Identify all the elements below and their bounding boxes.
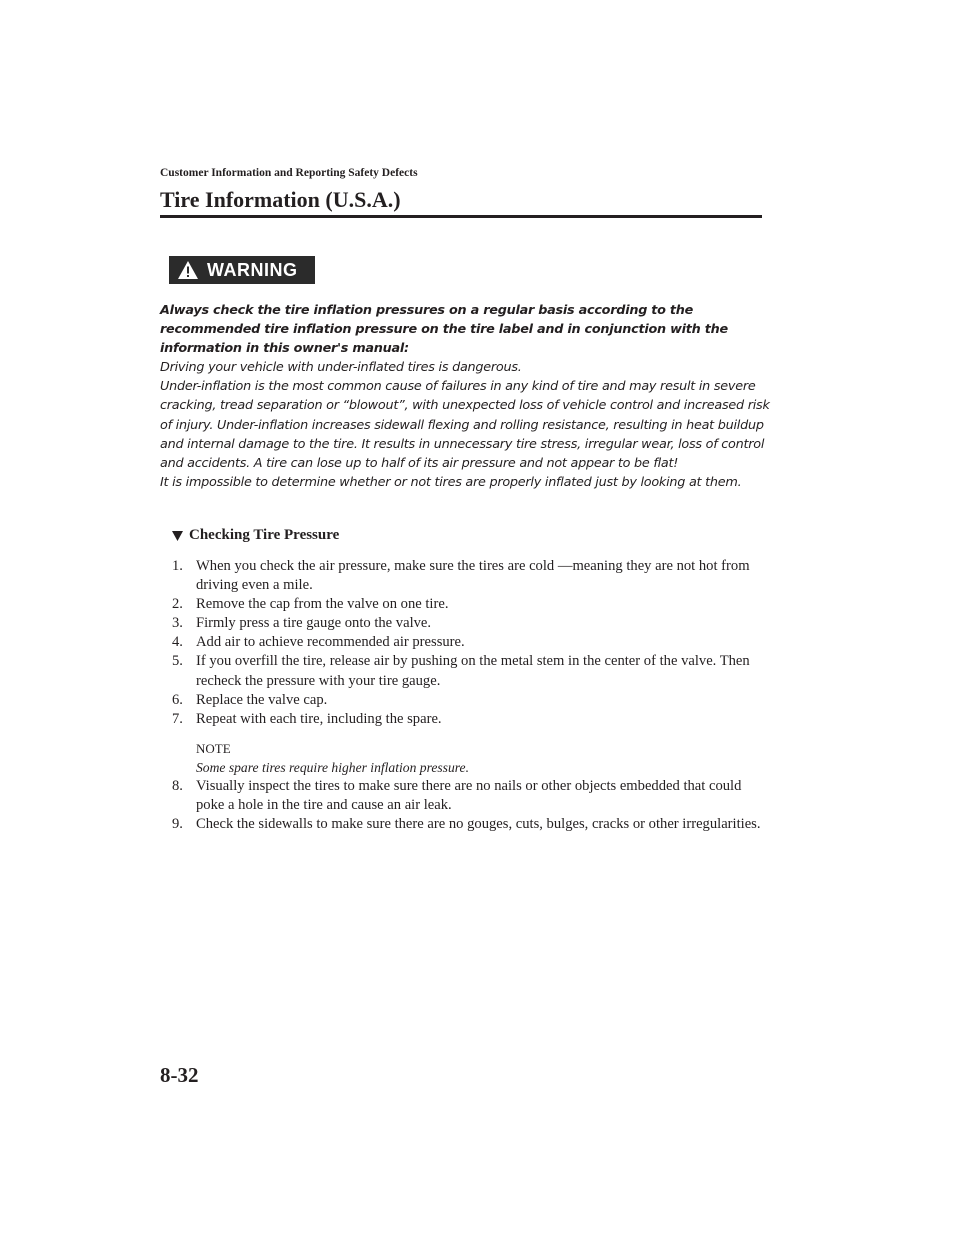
list-item <box>172 652 762 690</box>
note-label: NOTE <box>196 740 231 756</box>
step-number: 8. <box>172 777 183 794</box>
list-item <box>172 633 762 652</box>
list-item <box>172 614 762 633</box>
step-text: When you check the air pressure, make sure the tires are cold ―meaning they are not hot from driving even a mile. <box>196 558 750 594</box>
step-text: Repeat with each tire, including the spare. <box>196 710 442 727</box>
step-number: 1. <box>172 558 183 574</box>
step-number: 4. <box>172 634 183 651</box>
step-text: Add air to achieve recommended air pressure. <box>196 634 465 651</box>
list-item <box>172 595 762 614</box>
warning-line: It is impossible to determine whether or not tires are properly inflated just by looking at them. <box>160 474 742 490</box>
step-number: 2. <box>172 596 183 613</box>
step-number: 9. <box>172 816 183 833</box>
step-text: Check the sidewalls to make sure there are no gouges, cuts, bulges, cracks or other irregularities. <box>196 816 761 833</box>
warning-triangle-icon <box>177 260 199 280</box>
section-title: Customer Information and Reporting Safety Defects <box>160 167 418 179</box>
warning-line: Driving your vehicle with under-inflated tires is dangerous. <box>160 360 522 376</box>
page-title: Tire Information (U.S.A.) <box>160 187 401 212</box>
step-text: Visually inspect the tires to make sure there are no nails or other objects embedded that could poke a hole in the tire and cause an air leak. <box>196 777 742 813</box>
step-text: Replace the valve cap. <box>196 691 328 708</box>
section-heading-text: Checking Tire Pressure <box>189 527 340 543</box>
down-triangle-icon <box>172 531 183 541</box>
section-heading <box>172 527 339 544</box>
warning-label: WARNING <box>207 259 298 280</box>
list-item <box>172 691 762 710</box>
list-item <box>172 710 762 729</box>
step-number: 7. <box>172 710 183 727</box>
step-text: If you overfill the tire, release air by pushing on the metal stem in the center of the valve. Then recheck the pressure with your tire gauge. <box>196 653 750 689</box>
list-item <box>172 815 762 834</box>
note-block <box>196 739 762 777</box>
steps-list <box>172 557 762 834</box>
step-number: 5. <box>172 653 183 670</box>
note-text: Some spare tires require higher inflation pressure. <box>196 759 469 775</box>
page-header <box>160 166 762 214</box>
step-number: 3. <box>172 615 183 632</box>
step-text: Firmly press a tire gauge onto the valve. <box>196 615 432 632</box>
warning-line: Under-inflation is the most common cause of failures in any kind of tire and may result in severe cracking, tread separation or “blowout”, with unexpected loss of vehicle control and increased risk of injury. Under-inflation increases sidewall flexing and rolling resistance, resulting in heat buildup and internal damage to the tire. It results in unnecessary tire stress, irregular wear, loss of control and accidents. A tire can lose up to half of its air pressure and not appear to be flat! <box>160 379 770 471</box>
list-item <box>172 557 762 595</box>
warning-text <box>160 301 770 492</box>
step-number: 6. <box>172 691 183 708</box>
page-number: 8-32 <box>160 1063 199 1087</box>
step-text: Remove the cap from the valve on one tire. <box>196 596 449 613</box>
header-rule <box>160 215 762 218</box>
warning-lead: Always check the tire inflation pressures on a regular basis according to the recommended tire inflation pressure on the tire label and in conjunction with the information in this owner's manual: <box>160 303 728 357</box>
warning-badge <box>169 256 315 284</box>
list-item <box>172 777 762 815</box>
